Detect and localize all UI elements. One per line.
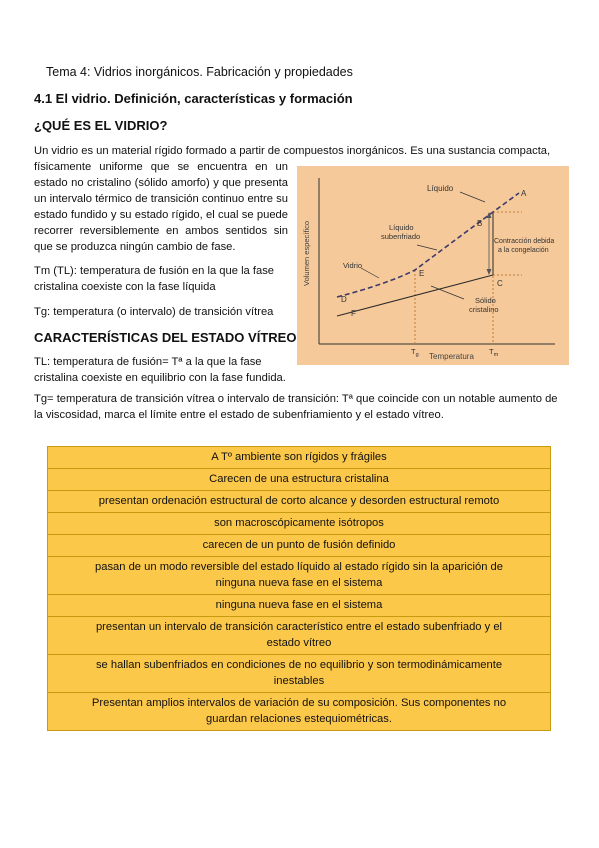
point-b-label: B — [477, 219, 483, 228]
y-axis-label: Volumen específico — [302, 220, 311, 286]
point-e-label: E — [419, 269, 425, 278]
tick-tm-sub: m — [493, 352, 499, 358]
table-cell-line: carecen de un punto de fusión definido — [202, 539, 396, 551]
intro-line: estado fundido y su estado rígido, el cual se puede — [34, 209, 288, 221]
characteristics-table — [47, 446, 551, 731]
table-cell-line: ninguna nueva fase en el sistema — [215, 599, 383, 611]
point-c-label: C — [497, 279, 503, 288]
tick-tm-main: T — [489, 347, 494, 356]
x-axis-label: Temperatura — [429, 352, 474, 361]
table-row — [47, 557, 551, 595]
tm-definition — [34, 263, 292, 295]
label-liquido-sub-2: subenfriado — [381, 232, 421, 241]
table-cell-line: Carecen de una estructura cristalina — [209, 473, 389, 485]
table-cell-line: se hallan subenfriados en condiciones de no equilibrio y son termodinámicamente — [95, 659, 503, 671]
point-d-label: D — [341, 295, 347, 304]
table-row — [47, 513, 551, 535]
characteristics-heading: CARACTERÍSTICAS DEL ESTADO VÍTREO — [34, 330, 297, 345]
label-liquido-sub-1: Líquido — [389, 223, 414, 232]
label-vidrio: Vidrio — [343, 261, 363, 270]
table-cell-line: presentan un intervalo de transición característico entre el estado subenfriado y el — [95, 621, 503, 633]
table-cell-line: Presentan amplios intervalos de variación de su composición. Sus componentes no — [91, 697, 507, 709]
tick-tg-main: T — [411, 347, 416, 356]
tg-long-line: Tg= temperatura de transición vítrea o intervalo de transición: Tª que coincide con un notable aumento de — [34, 393, 558, 405]
intro-line: que se produzca ningún cambio de fase. — [34, 241, 236, 253]
tick-tg-sub: g — [415, 352, 419, 358]
table-cell-line: A Tº ambiente son rígidos y frágiles — [211, 451, 387, 463]
tl-line: TL: temperatura de fusión= Tª a la que la fase — [34, 356, 262, 368]
table-cell-line: presentan ordenación estructural de corto alcance y desorden estructural remoto — [98, 495, 500, 507]
table-cell-line: estado vítreo — [266, 637, 332, 649]
table-cell-line: guardan relaciones estequiométricas. — [206, 713, 392, 725]
table-row — [47, 655, 551, 693]
glass-transition-figure — [297, 166, 569, 365]
table-row — [47, 446, 551, 469]
table-row — [47, 693, 551, 731]
figure-background — [297, 166, 569, 365]
intro-line: estado no cristalino (sólido amorfo) y que presenta — [34, 177, 288, 189]
intro-paragraph — [34, 159, 288, 255]
tm-line: cristalina coexiste con la fase líquida — [34, 281, 216, 293]
tl-line: cristalina coexiste en equilibrio con la fase fundida. — [34, 372, 286, 384]
tm-line: Tm (TL): temperatura de fusión en la que la fase — [34, 265, 275, 277]
label-liquido: Líquido — [427, 184, 454, 193]
label-contraccion-1: Contracción debida — [494, 238, 555, 245]
intro-line: recorrer reversiblemente en ambos sentidos sin — [34, 225, 288, 237]
label-solido-1: Sólido — [475, 296, 496, 305]
tl-definition — [34, 354, 296, 386]
table-row — [47, 617, 551, 655]
section-title: 4.1 El vidrio. Definición, características y formación — [34, 91, 353, 106]
table-row — [47, 469, 551, 491]
point-f-label: F — [351, 309, 356, 318]
table-row — [47, 491, 551, 513]
table-cell-line: pasan de un modo reversible del estado líquido al estado rígido sin la aparición de — [95, 561, 503, 573]
point-a-label: A — [521, 189, 527, 198]
volume-temperature-diagram — [297, 166, 569, 365]
topic-title: Tema 4: Vidrios inorgánicos. Fabricación y propiedades — [46, 65, 353, 79]
label-solido-2: cristalino — [469, 305, 499, 314]
tg-long-definition — [34, 391, 564, 423]
table-cell-line: ninguna nueva fase en el sistema — [215, 577, 383, 589]
table-row — [47, 595, 551, 617]
tg-definition: Tg: temperatura (o intervalo) de transición vítrea — [34, 306, 274, 318]
intro-line: físicamente uniforme que se encuentra en un — [34, 161, 288, 173]
intro-line-1: Un vidrio es un material rígido formado a partir de compuestos inorgánicos. Es una sustancia compacta, — [34, 145, 551, 157]
tg-long-line: la viscosidad, marca el límite entre el estado de subenfriamiento y el estado vítreo. — [34, 409, 444, 421]
label-contraccion-2: a la congelación — [498, 247, 549, 254]
table-row — [47, 535, 551, 557]
what-heading: ¿QUÉ ES EL VIDRIO? — [34, 118, 168, 133]
intro-line: un intervalo térmico de transición continuo entre su — [34, 193, 288, 205]
table-cell-line: son macroscópicamente isótropos — [214, 517, 384, 529]
table-cell-line: inestables — [273, 675, 325, 687]
